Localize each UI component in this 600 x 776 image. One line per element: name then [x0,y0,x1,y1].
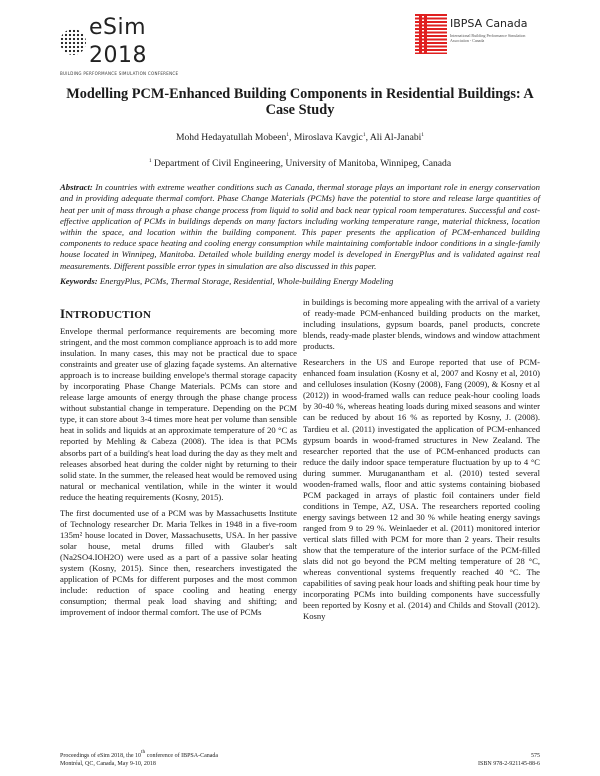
section-heading-introduction [60,307,297,322]
author: Miroslava Kavgic [293,132,363,144]
author-affil-sup: 1 [421,132,425,139]
keywords [60,276,540,287]
affiliation-sup: 1 [148,158,152,165]
ibpsa-logo-text: IBPSA Canada [450,17,528,30]
ibpsa-mark-icon [415,14,447,54]
esim-logo-text: eSim 2018 [89,15,147,68]
right-column [303,297,540,627]
abstract [60,182,540,272]
paragraph: The first documented use of a PCM was by Massachusetts Institute of Technology researcher Dr. Maria Telkes in 1948 in a five-room 135m² house located in Dover, Massachusetts, USA. In her passive solar house, metal drums filled with Glauber's salt (Na2SO4.IOH2O) were used as a part of a passive solar heating system (Kosny, 2015). Since then, researchers investigated the application of PCMs for different purposes and the most common include: reduction of space cooling and heating energy consumption; thermal peak load shaving and shifting; and improvement of indoor thermal comfort. The use of PCMs [60,507,297,618]
esim-2018-logo [60,14,210,76]
abstract-label: Abstract: [60,182,93,193]
page-number: 575 [531,753,540,759]
ibpsa-canada-logo [415,14,540,54]
heading-rest: NTRODUCTION [65,309,152,322]
footer-line1: Proceedings of eSim 2018, the 10 [60,753,141,759]
footer-line1-end: conference of IBPSA-Canada [145,753,219,759]
paper-title: Modelling PCM-Enhanced Building Components in Residential Buildings: A Case Study [66,86,534,119]
globe-dots-icon [60,29,86,55]
paragraph: Researchers in the US and Europe reported that use of PCM-enhanced foam insulation (Kosny et al, 2007 and Kosny et al, 2010) and celluloses insulation (Kosny (2008), Fang (2009), & Kosny et al (2012)) in wood-framed walls can reduce peak-hour cooling loads by 30-40 %, whereas heating loads during mixed seasons and winter can be reduced by about 16 % as reported by Kosny, J. (2008). Tardieu et al. (2011) investigated the application of PCM-enhanced gypsum boards in wood-framed structures in New Zealand. The researcher reported that the use of PCM-enhanced products can reduce the daily indoor space temperature fluctuation by up to 4 °C during summer. Muruganantham et al. (2010) tested several wooden-framed walls, floor and attic systems containing biobased PCM packaged in arrays of plastic foil containers under field conditions in Tempe, AZ, USA. The researchers reported cooling energy savings between 12 and 30 % while heating energy savings ranged from 9 to 29 %. Weinlaeder et al. (2011) monitored interior vertical slats filled with PCM for more than 2 years. Their results show that the temperature of the interior surface of the PCM-filled slats did not go beyond the PCM melting temperature of 28 °C, whereas conventional systems frequently reached 40 °C. The capabilities of saving peak hour loads and shifting peak hour time by incorporating PCMs into building components have successfully been reported by Kosny et al. (2014) and Childs and Stovall (2012). Kosny [303,357,540,622]
footer-proceedings [60,749,219,768]
paragraph: Envelope thermal performance requirements are becoming more stringent, and the most common compliance approach is to add more insulation. In many cases, this may not be practical due to space constraints and greater use of glazing façade systems. An alternative approach is to increase building envelope's thermal storage capacity by incorporating Phase Change Materials. PCMs can store and release large amounts of energy through the phase change process without substantial change in temperature. Depending on the PCM type, it can store about 3-4 times more heat per volume than sensible heat in solids and liquids at an approximate temperature of 20 °C as reported by Mehling & Cabeza (2008). The idea is that PCMs absorbs part of a building's heat load during the day as they melt and releases absorbed heat during the colder night by returning to their solid state. In the summer, the released heat would be removed using natural or mechanical ventilation, while in the winter it would reduce the heating requirements (Kosny, 2015). [60,326,297,502]
ibpsa-logo-text-block [450,14,540,43]
esim-logo-tagline: BUILDING PERFORMANCE SIMULATION CONFERENCE [60,71,179,76]
author-affil-sup: 1 [362,132,366,139]
author: Ali Al-Janabi [369,132,422,144]
keywords-text: EnergyPlus, PCMs, Thermal Storage, Residential, Whole-building Energy Modeling [99,275,394,286]
footer-sup: th [141,749,146,755]
esim-logo-row [60,14,210,70]
paragraph: in buildings is becoming more appealing with the arrival of a variety of ready-made PCM-enhanced building products on the market, including insulations, gypsum boards, panel products, concrete blends, ready-made plaster blends, windows and window attachment products. [303,297,540,352]
heading-initial: I [60,306,66,322]
author-affil-sup: 1 [286,132,290,139]
author: Mohd Hedayatullah Mobeen [175,132,287,144]
ibpsa-logo-subtitle: International Building Performance Simulation Association - Canada [450,33,526,44]
isbn: ISBN 978-2-921145-88-6 [478,761,540,767]
body-columns [60,297,540,627]
page-header [60,14,540,76]
author-list: Mohd Hedayatullah Mobeen$^1$, Miroslava Kavgic$^1$, Ali Al-Janabi$^1$ [175,132,425,144]
footer-line2: Montréal, QC, Canada, May 9-10, 2018 [60,761,156,767]
keywords-label: Keywords: [60,275,98,286]
affiliation-text: Department of Civil Engineering, University of Manitoba, Winnipeg, Canada [154,158,452,170]
page-footer [60,744,540,768]
affiliation [60,158,540,170]
footer-right [478,752,540,768]
left-column [60,297,297,627]
abstract-text: In countries with extreme weather conditions such as Canada, thermal storage plays an important role in energy conservation and in providing adequate thermal comfort. Phase Change Materials (PCMs) have the potential to store and release large quantities of heat per unit of mass through a phase change process from liquid to solid and back near typical room temperatures. Successful and cost-effective application of PCMs in buildings depends on many factors including working temperature range, material thickness, location within the space, and location within the building component. This paper presents the application of PCM-enhanced building components to reduce space heating and cooling energy consumption while maintaining comfortable indoor conditions in a single-family house located in Winnipeg, Manitoba. Detailed whole building energy model is developed in EnergyPlus and is validated against real measurements. Different possible error types in simulation are also discussed in this paper. [60,182,540,271]
